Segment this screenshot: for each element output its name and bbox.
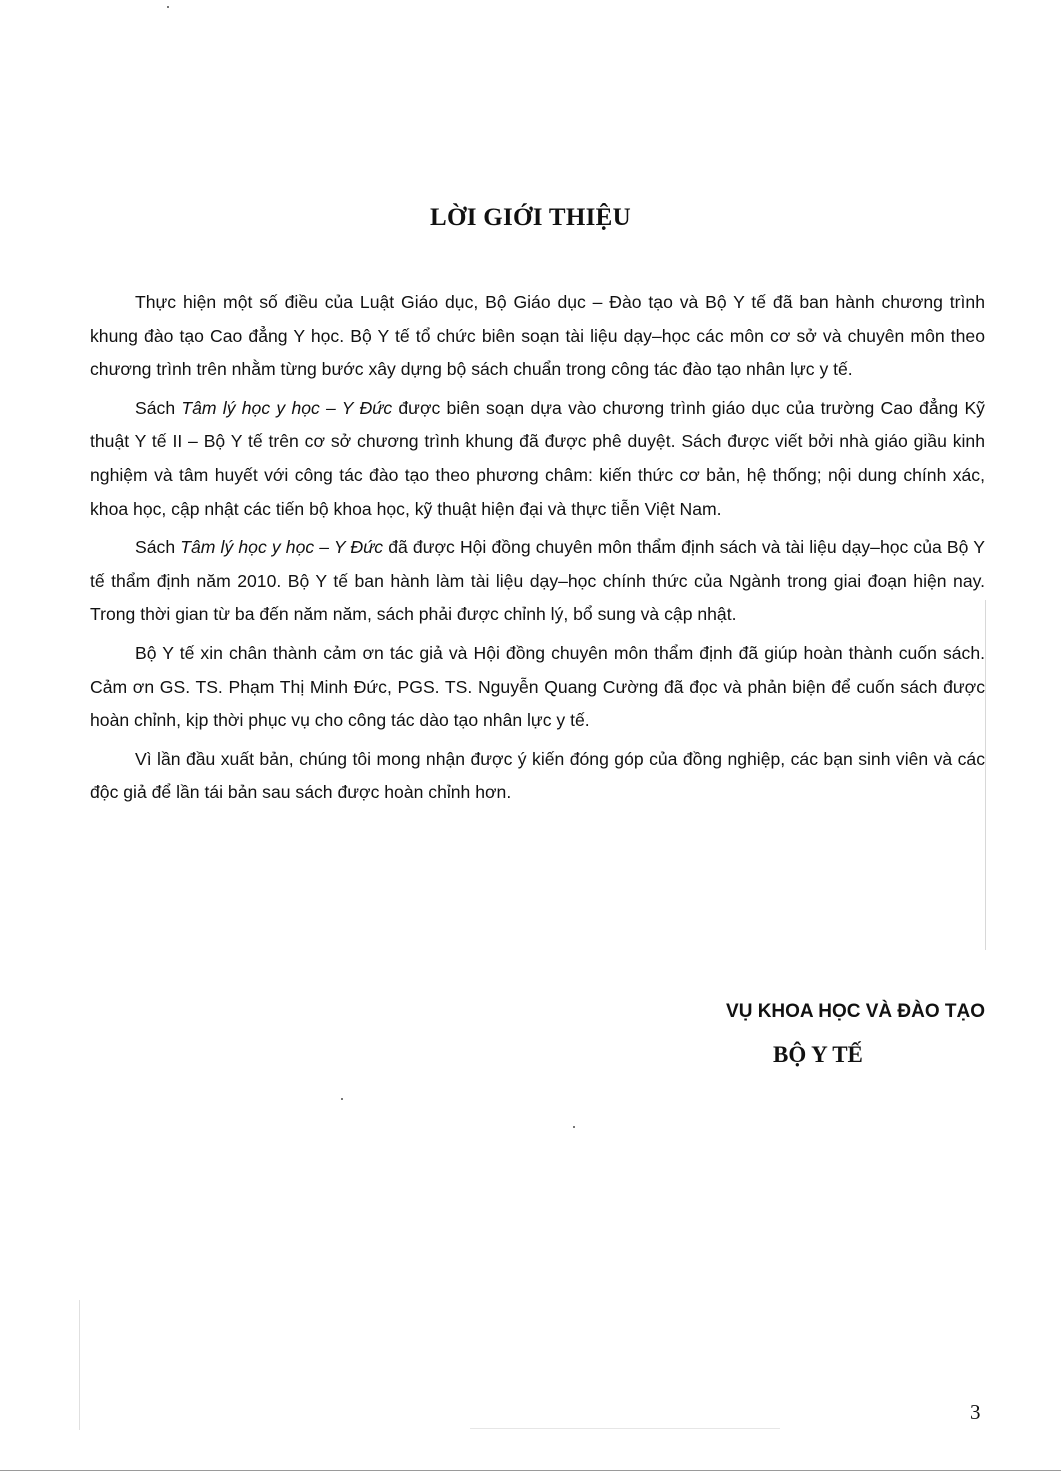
introduction-body bbox=[90, 286, 985, 815]
signature-organization: VỤ KHOA HỌC VÀ ĐÀO TẠO bbox=[726, 1001, 985, 1022]
page-number: 3 bbox=[970, 1400, 981, 1424]
book-title-italic: Tâm lý học y học – Y Đức bbox=[180, 537, 384, 558]
scan-speck bbox=[341, 1098, 343, 1100]
scan-edge-line bbox=[470, 1428, 780, 1429]
scan-edge-line bbox=[985, 600, 986, 950]
paragraph-2-lead: Sách bbox=[135, 397, 182, 418]
paragraph-3-rest: đã được Hội đồng chuyên môn thẩm định sách và tài liệu dạy–học của Bộ Y tế thẩm định năm 2010. Bộ Y tế ban hành làm tài liệu dạy–học chính thức của Ngành trong giai đoạn hiện nay. Trong thời gian từ ba đến năm năm, sách phải được chỉnh lý, bổ sung và cập nhật. bbox=[90, 537, 985, 625]
paragraph-2-rest: được biên soạn dựa vào chương trình giáo dục của trường Cao đẳng Kỹ thuật Y tế II – Bộ Y tế trên cơ sở chương trình khung đã được phê duyệt. Sách được viết bởi nhà giáo giầu kinh nghiệm và tâm huyết với công tác đào tạo theo phương châm: kiến thức cơ bản, hệ thống; nội dung chính xác, khoa học, cập nhật các tiến bộ khoa học, kỹ thuật hiện đại và thực tiễn Việt Nam. bbox=[90, 397, 985, 519]
signature-ministry: BỘ Y TẾ bbox=[773, 1042, 863, 1067]
paragraph-3-lead: Sách bbox=[135, 537, 181, 558]
scan-edge-line bbox=[79, 1300, 80, 1430]
scan-speck bbox=[167, 6, 169, 8]
page-title: LỜI GIỚI THIỆU bbox=[429, 204, 632, 231]
paragraph-4: Bộ Y tế xin chân thành cảm ơn tác giả và Hội đồng chuyên môn thẩm định đã giúp hoàn thành cuốn sách. Cảm ơn GS. TS. Phạm Thị Minh Đức, PGS. TS. Nguyễn Quang Cường đã đọc và phản biện để cuốn sách được hoàn chỉnh, kịp thời phục vụ cho công tác dào tạo nhân lực y tế. bbox=[90, 642, 985, 731]
paragraph-2 bbox=[90, 392, 985, 526]
paragraph-5: Vì lần đầu xuất bản, chúng tôi mong nhận được ý kiến đóng góp của đồng nghiệp, các bạn sinh viên và các độc giả để lần tái bản sau sách được hoàn chỉnh hơn. bbox=[90, 748, 985, 803]
paragraph-1: Thực hiện một số điều của Luật Giáo dục, Bộ Giáo dục – Đào tạo và Bộ Y tế đã ban hành chương trình khung đào tạo Cao đẳng Y học. Bộ Y tế tổ chức biên soạn tài liệu dạy–học các môn cơ sở và chuyên môn theo chương trình trên nhằm từng bước xây dựng bộ sách chuẩn trong công tác đào tạo nhân lực y tế. bbox=[90, 292, 985, 380]
scan-bottom-border bbox=[0, 1470, 1061, 1471]
book-title-italic: Tâm lý học y học – Y Đức bbox=[181, 397, 393, 418]
scan-speck bbox=[573, 1126, 575, 1128]
paragraph-3 bbox=[90, 531, 985, 632]
